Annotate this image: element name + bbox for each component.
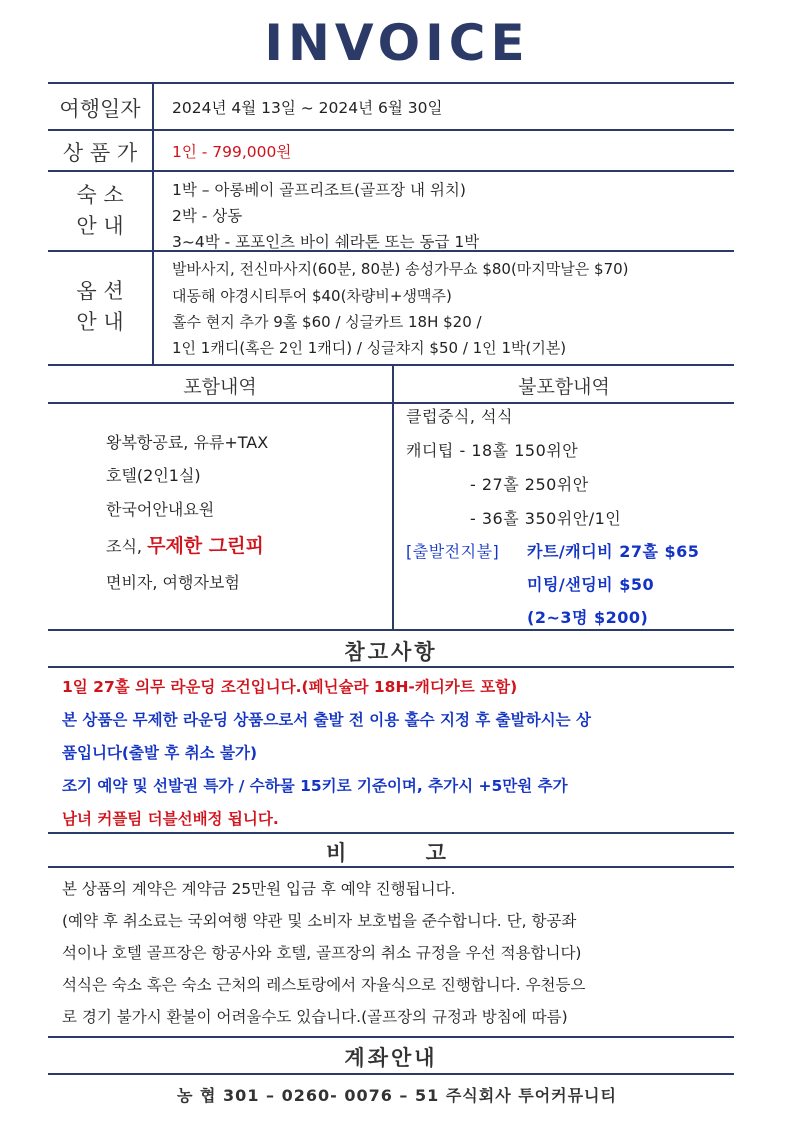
options-label-line2: 안 내 — [76, 310, 124, 334]
options-line: 발바사지, 전신마사지(60분, 80분) 송성가무쇼 $80(마지막날은 $70) — [172, 260, 629, 278]
divider — [48, 832, 734, 834]
options-label-line1: 옵 션 — [76, 279, 124, 303]
options-line: 홀수 현지 추가 9홀 $60 / 싱글카트 18H $20 / — [172, 313, 482, 331]
prepay-item: (2~3명 $200) — [527, 608, 649, 627]
lodging-label — [48, 180, 152, 242]
label-column-divider — [152, 82, 154, 364]
excluded-item: - 27홀 250위안 — [470, 475, 589, 494]
divider-top — [48, 82, 734, 84]
travel-dates-label: 여행일자 — [59, 97, 141, 121]
lodging-line: 1박 – 아롱베이 골프리조트(골프장 내 위치) — [172, 181, 466, 199]
divider — [48, 666, 734, 668]
prepay-item: 카트/캐디비 27홀 $65 — [527, 542, 700, 561]
options-label — [48, 276, 152, 338]
note-line: 품입니다(출발 후 취소 불가) — [62, 744, 258, 762]
options-line: 1인 1캐디(혹은 2인 1캐디) / 싱글챠지 $50 / 1인 1박(기본) — [172, 339, 567, 357]
note-line: 남녀 커플팀 더블선배정 됩니다. — [62, 810, 279, 828]
divider — [48, 1073, 734, 1075]
remark-line: (예약 후 취소료는 국외여행 약관 및 소비자 보호법을 준수합니다. 단, 항공좌 — [62, 912, 577, 930]
note-line: 1일 27홀 의무 라운딩 조건입니다.(페닌슐라 18H-캐디카트 포함) — [62, 678, 518, 696]
remark-line: 로 경기 불가시 환불이 어려울수도 있습니다.(골프장의 규정과 방침에 따름) — [62, 1008, 568, 1026]
prepay-item: 미팅/샌딩비 $50 — [527, 575, 655, 594]
divider — [48, 129, 734, 131]
included-header: 포함내역 — [183, 376, 257, 398]
excluded-item: 캐디팁 - 18홀 150위안 — [406, 441, 579, 460]
unlimited-green-fee-highlight: 무제한 그린피 — [147, 535, 264, 557]
included-item: 한국어안내요원 — [106, 500, 215, 519]
remark-line: 석이나 호텔 골프장은 항공사와 호텔, 골프장의 취소 규정을 우선 적용합니다) — [62, 944, 582, 962]
included-item: 면비자, 여행자보험 — [106, 573, 240, 592]
notes-header: 참고사항 — [344, 640, 438, 664]
remark-line: 본 상품의 계약은 계약금 25만원 입금 후 예약 진행됩니다. — [62, 880, 456, 898]
lodging-line: 2박 - 상동 — [172, 207, 243, 225]
included-breakfast-prefix: 조식, — [106, 537, 148, 556]
prepay-tag: [출발전지불] — [406, 542, 500, 561]
divider — [48, 402, 734, 404]
included-excluded-divider — [392, 364, 394, 629]
note-line: 조기 예약 및 선발권 특가 / 수하물 15키로 기준이며, 추가시 +5만원 추가 — [62, 777, 568, 795]
bank-account-info: 농 협 301 – 0260- 0076 – 51 주식회사 투어커뮤니티 — [177, 1086, 617, 1105]
excluded-item: 클럽중식, 석식 — [406, 407, 513, 426]
remarks-header: 비 고 — [326, 841, 456, 865]
price-value: 1인 - 799,000원 — [172, 143, 292, 161]
invoice-title: INVOICE — [264, 14, 530, 72]
excluded-header: 불포함내역 — [518, 376, 610, 398]
divider — [48, 1036, 734, 1038]
lodging-line: 3~4박 - 포포인츠 바이 쉐라톤 또는 동급 1박 — [172, 233, 480, 251]
price-label: 상 품 가 — [62, 141, 138, 165]
remark-line: 석식은 숙소 혹은 숙소 근처의 레스토랑에서 자율식으로 진행합니다. 우천등으 — [62, 976, 586, 994]
travel-dates-value: 2024년 4월 13일 ~ 2024년 6월 30일 — [172, 99, 443, 117]
account-header: 계좌안내 — [344, 1046, 438, 1070]
included-item: 호텔(2인1실) — [106, 466, 201, 485]
included-item: 왕복항공료, 유류+TAX — [106, 433, 269, 452]
divider — [48, 364, 734, 366]
note-line: 본 상품은 무제한 라운딩 상품으로서 출발 전 이용 홀수 지정 후 출발하시는 상 — [62, 711, 591, 729]
lodging-label-line2: 안 내 — [76, 214, 124, 238]
divider — [48, 629, 734, 631]
excluded-item: - 36홀 350위안/1인 — [470, 509, 622, 528]
lodging-label-line1: 숙 소 — [76, 183, 124, 207]
options-line: 대동해 야경시티투어 $40(차량비+생맥주) — [172, 287, 452, 305]
included-breakfast — [106, 531, 264, 558]
divider — [48, 170, 734, 172]
